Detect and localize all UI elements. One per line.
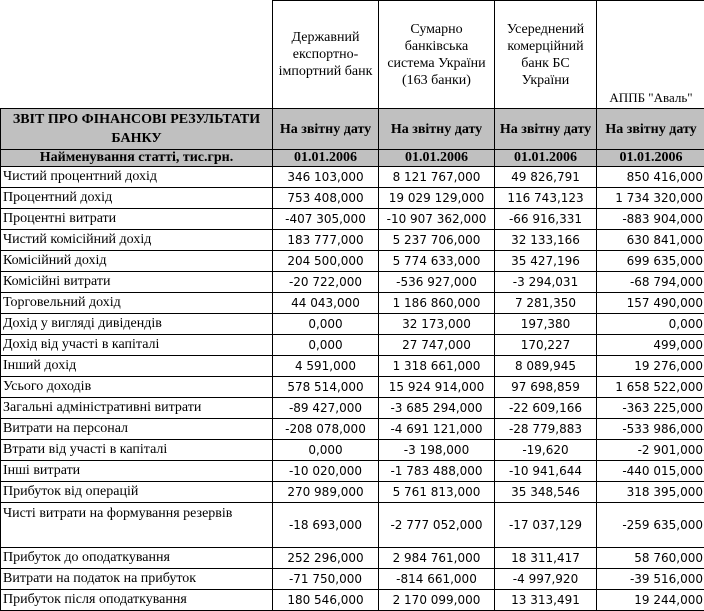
table-row <box>1 398 704 419</box>
value-cell: 753 408,000 <box>273 188 379 209</box>
value-cell: -536 927,000 <box>379 272 495 293</box>
value-cell: 197,380 <box>495 314 597 335</box>
value-cell: -10 020,000 <box>273 461 379 482</box>
date-cell: 01.01.2006 <box>495 150 597 167</box>
value-cell: 183 777,000 <box>273 230 379 251</box>
value-cell: -20 722,000 <box>273 272 379 293</box>
value-cell: 7 281,350 <box>495 293 597 314</box>
period-label: На звітну дату <box>273 109 379 150</box>
table-row <box>1 440 704 461</box>
value-cell: -66 916,331 <box>495 209 597 230</box>
table-row <box>1 377 704 398</box>
value-cell: -10 941,644 <box>495 461 597 482</box>
value-cell: 8 121 767,000 <box>379 167 495 188</box>
value-cell: 1 186 860,000 <box>379 293 495 314</box>
row-label: Усього доходів <box>1 377 273 398</box>
value-cell: -3 198,000 <box>379 440 495 461</box>
value-cell: 4 591,000 <box>273 356 379 377</box>
value-cell: 8 089,945 <box>495 356 597 377</box>
row-label: Прибуток до оподаткування <box>1 548 273 569</box>
value-cell: 2 170 099,000 <box>379 590 495 611</box>
table-row <box>1 335 704 356</box>
value-cell: 5 237 706,000 <box>379 230 495 251</box>
value-cell: -22 609,166 <box>495 398 597 419</box>
value-cell: 1 658 522,000 <box>597 377 704 398</box>
value-cell: 170,227 <box>495 335 597 356</box>
value-cell: 32 173,000 <box>379 314 495 335</box>
row-label: Інші витрати <box>1 461 273 482</box>
table-row <box>1 272 704 293</box>
row-label: Дохід у вигляді дивідендів <box>1 314 273 335</box>
value-cell: -440 015,000 <box>597 461 704 482</box>
value-cell: 2 984 761,000 <box>379 548 495 569</box>
value-cell: -28 779,883 <box>495 419 597 440</box>
value-cell: -10 907 362,000 <box>379 209 495 230</box>
table-row <box>1 461 704 482</box>
value-cell: 19 276,000 <box>597 356 704 377</box>
period-label: На звітну дату <box>495 109 597 150</box>
value-cell: -208 078,000 <box>273 419 379 440</box>
value-cell: -1 783 488,000 <box>379 461 495 482</box>
value-cell: 35 348,546 <box>495 482 597 503</box>
row-label: Витрати на персонал <box>1 419 273 440</box>
value-cell: 35 427,196 <box>495 251 597 272</box>
table-row <box>1 167 704 188</box>
empty-corner-cell <box>1 1 273 109</box>
table-row <box>1 188 704 209</box>
value-cell: -71 750,000 <box>273 569 379 590</box>
value-cell: 499,000 <box>597 335 704 356</box>
report-title: ЗВІТ ПРО ФІНАНСОВІ РЕЗУЛЬТАТИ БАНКУ <box>1 109 273 150</box>
value-cell: 19 029 129,000 <box>379 188 495 209</box>
value-cell: 157 490,000 <box>597 293 704 314</box>
column-header: Державний експортно-імпортний банк <box>273 1 379 109</box>
value-cell: -883 904,000 <box>597 209 704 230</box>
row-label: Чисті витрати на формування резервів <box>1 503 273 548</box>
table-row <box>1 209 704 230</box>
table-row <box>1 293 704 314</box>
table-row <box>1 590 704 611</box>
value-cell: 19 244,000 <box>597 590 704 611</box>
column-header: АППБ "Аваль" <box>597 1 704 109</box>
row-label: Чистий процентний дохід <box>1 167 273 188</box>
value-cell: 44 043,000 <box>273 293 379 314</box>
value-cell: -407 305,000 <box>273 209 379 230</box>
table-row <box>1 230 704 251</box>
column-header: Усереднений комерційний банк БС України <box>495 1 597 109</box>
value-cell: 0,000 <box>273 440 379 461</box>
value-cell: 578 514,000 <box>273 377 379 398</box>
value-cell: 699 635,000 <box>597 251 704 272</box>
date-row <box>1 150 704 167</box>
row-label: Процентні витрати <box>1 209 273 230</box>
value-cell: 32 133,166 <box>495 230 597 251</box>
value-cell: 1 734 320,000 <box>597 188 704 209</box>
table-row <box>1 569 704 590</box>
row-label: Чистий комісійний дохід <box>1 230 273 251</box>
value-cell: -2 901,000 <box>597 440 704 461</box>
row-label: Торговельний дохід <box>1 293 273 314</box>
period-label: На звітну дату <box>379 109 495 150</box>
row-label: Процентний дохід <box>1 188 273 209</box>
value-cell: -814 661,000 <box>379 569 495 590</box>
value-cell: -89 427,000 <box>273 398 379 419</box>
value-cell: 5 761 813,000 <box>379 482 495 503</box>
value-cell: -39 516,000 <box>597 569 704 590</box>
column-header: Сумарно банківська система України (163 банки) <box>379 1 495 109</box>
item-label: Найменування статті, тис.грн. <box>1 150 273 167</box>
value-cell: -17 037,129 <box>495 503 597 548</box>
value-cell: -4 691 121,000 <box>379 419 495 440</box>
row-label: Комісійні витрати <box>1 272 273 293</box>
row-label: Загальні адміністративні витрати <box>1 398 273 419</box>
row-label: Втрати від участі в капіталі <box>1 440 273 461</box>
value-cell: 180 546,000 <box>273 590 379 611</box>
row-label: Дохід від участі в капіталі <box>1 335 273 356</box>
value-cell: -68 794,000 <box>597 272 704 293</box>
value-cell: 318 395,000 <box>597 482 704 503</box>
table-row <box>1 419 704 440</box>
table-row <box>1 482 704 503</box>
row-label: Прибуток від операцій <box>1 482 273 503</box>
value-cell: 97 698,859 <box>495 377 597 398</box>
value-cell: 116 743,123 <box>495 188 597 209</box>
date-cell: 01.01.2006 <box>273 150 379 167</box>
value-cell: 270 989,000 <box>273 482 379 503</box>
value-cell: 204 500,000 <box>273 251 379 272</box>
value-cell: 0,000 <box>273 335 379 356</box>
row-label: Прибуток після оподаткування <box>1 590 273 611</box>
value-cell: -533 986,000 <box>597 419 704 440</box>
value-cell: 1 318 661,000 <box>379 356 495 377</box>
value-cell: 0,000 <box>273 314 379 335</box>
value-cell: 58 760,000 <box>597 548 704 569</box>
value-cell: 27 747,000 <box>379 335 495 356</box>
table-row <box>1 548 704 569</box>
table-row <box>1 251 704 272</box>
value-cell: 13 313,491 <box>495 590 597 611</box>
period-label: На звітну дату <box>597 109 704 150</box>
row-label: Інший дохід <box>1 356 273 377</box>
value-cell: -19,620 <box>495 440 597 461</box>
date-cell: 01.01.2006 <box>379 150 495 167</box>
report-title-row <box>1 109 704 150</box>
value-cell: 49 826,791 <box>495 167 597 188</box>
table-row <box>1 356 704 377</box>
row-label: Комісійний дохід <box>1 251 273 272</box>
value-cell: 630 841,000 <box>597 230 704 251</box>
value-cell: -3 685 294,000 <box>379 398 495 419</box>
table-row <box>1 314 704 335</box>
value-cell: 252 296,000 <box>273 548 379 569</box>
date-cell: 01.01.2006 <box>597 150 704 167</box>
row-label: Витрати на податок на прибуток <box>1 569 273 590</box>
value-cell: -2 777 052,000 <box>379 503 495 548</box>
value-cell: 5 774 633,000 <box>379 251 495 272</box>
value-cell: 346 103,000 <box>273 167 379 188</box>
value-cell: -259 635,000 <box>597 503 704 548</box>
value-cell: 850 416,000 <box>597 167 704 188</box>
value-cell: 15 924 914,000 <box>379 377 495 398</box>
value-cell: -363 225,000 <box>597 398 704 419</box>
value-cell: 0,000 <box>597 314 704 335</box>
bank-header-row <box>1 1 704 109</box>
value-cell: -4 997,920 <box>495 569 597 590</box>
value-cell: -18 693,000 <box>273 503 379 548</box>
table-row <box>1 503 704 548</box>
value-cell: 18 311,417 <box>495 548 597 569</box>
value-cell: -3 294,031 <box>495 272 597 293</box>
